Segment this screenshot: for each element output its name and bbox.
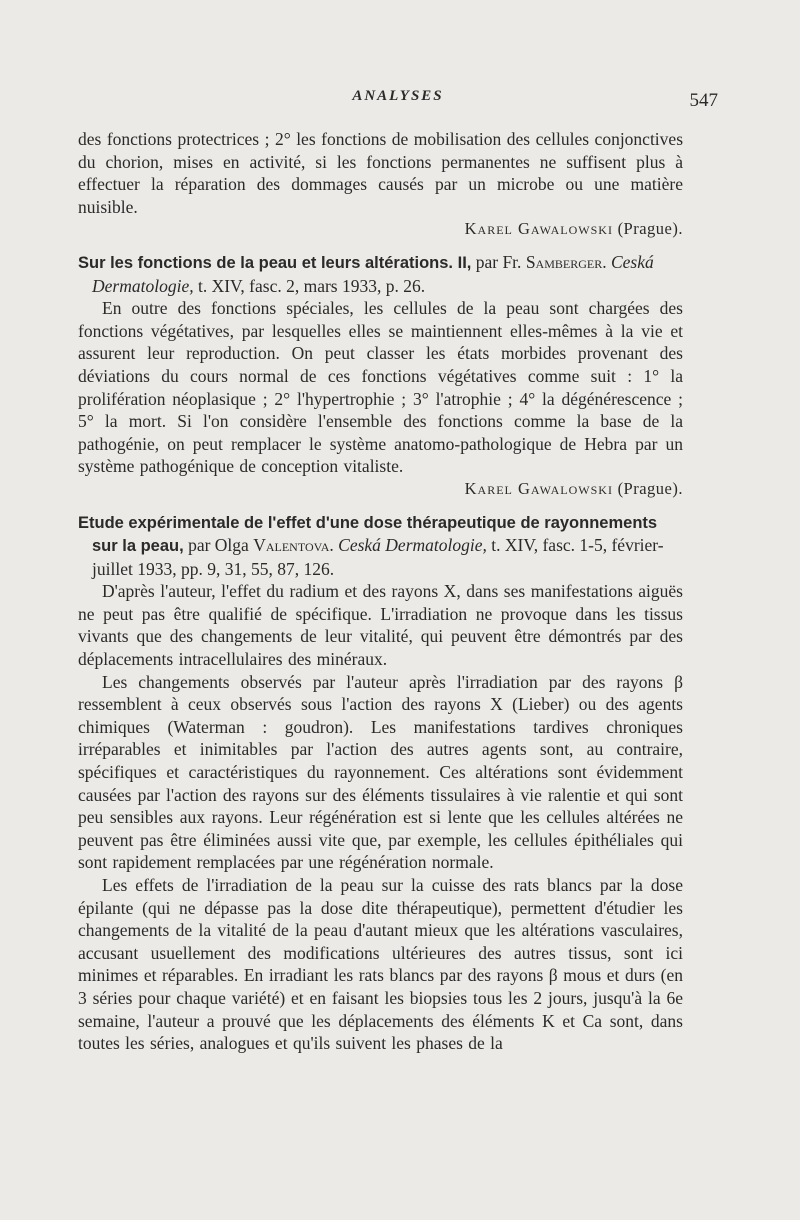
title-by: par Olga <box>188 535 249 556</box>
article-valentova <box>78 511 683 1055</box>
page-header <box>78 86 718 112</box>
article-samberger <box>78 251 683 501</box>
title-journal: Ceská Dermatologie, <box>92 251 654 296</box>
title-text: Sur les fonctions de la peau et leurs altérations. II, <box>78 253 472 272</box>
title-author: Valentova. <box>253 535 334 556</box>
author-name: Karel Gawalowski <box>464 478 613 498</box>
paragraph: D'après l'auteur, l'effet du radium et des rayons X, dans ses manifestations aiguës ne peut pas être qualifié de spécifique. L'irradiation ne provoque dans les tissus vivants que des changements de leur vitalité, qui peuvent être démontrés par des déplacements intracellulaires des minéraux. <box>78 581 683 670</box>
title-by: par Fr. <box>475 251 522 272</box>
paragraph: Les effets de l'irradiation de la peau sur la cuisse des rats blancs par la dose épilante (qui ne dépasse pas la dose dite thérapeutique), permettent d'étudier les changements de la vitalité de la peau d'autant mieux que les altérations vasculaires, accusant usuellement des modifications ultérieures des autres tissus, sont ici minimes et réparables. En irradiant les rats blancs par des rayons β mous et durs (en 3 séries pour chaque variété) et en faisant les biopsies tous les 2 jours, jusqu'à la 6e semaine, l'auteur a prouvé que les déplacements des éléments K et Ca sont, dans toutes les séries, analogues et qu'ils suivent les phases de la <box>78 875 683 1054</box>
title-ref: t. XIV, fasc. 1-5, février-juillet 1933, pp. 9, 31, 55, 87, 126. <box>92 535 664 579</box>
paragraph: En outre des fonctions spéciales, les cellules de la peau sont chargées des fonctions végétatives, par lesquelles elles se maintiennent elles-mêmes à la vie et assurent leur reproduction. On peut classer les états morbides provenant des déviations du cours normal de ces fonctions végétatives comme suit : 1° la prolifération néoplasique ; 2° l'hypertrophie ; 3° l'atrophie ; 4° la dégénérescence ; 5° la mort. Si l'on considère l'ensemble des fonctions comme la base de la pathogénie, on peut remplacer le système anatomo-pathologique de Hebra par un système pathogénique de conception vitaliste. <box>78 298 683 477</box>
article-title <box>78 251 683 297</box>
running-head: ANALYSES <box>352 88 444 104</box>
article-title <box>78 511 683 581</box>
title-ref: t. XIV, fasc. 2, mars 1933, p. 26. <box>197 275 426 296</box>
author-signature <box>78 478 683 501</box>
paragraph: des fonctions protectrices ; 2° les fonctions de mobilisation des cellules conjonctives du chorion, mises en activité, si les fonctions permanentes ne suffisent plus à effectuer la réparation des dommages causés par un microbe ou une matière nuisible. <box>78 129 683 217</box>
author-name: Karel Gawalowski <box>464 219 613 239</box>
author-city: (Prague). <box>617 219 683 239</box>
article-continued <box>78 128 683 241</box>
author-city: (Prague). <box>617 478 683 498</box>
paragraph: Les changements observés par l'auteur après l'irradiation par des rayons β ressemblent à ceux observés sous l'action des rayons X (Lieber) ou des agents chimiques (Waterman : goudron). Les manifestations tardives chroniques irréparables et inimitables par l'action des autres agents sont, au contraire, spécifiques et caractéristiques du rayonnement. Ces altérations sont évidemment causées par l'action des rayons sur des éléments tissulaires à vie ralentie et qui sont peu sensibles aux rayons. Leur régénération est si lente que les cellules altérées ne peuvent pas être éliminées aussi vite que, par exemple, les cellules épithéliales qui sont rapidement remplacées par une régénération normale. <box>78 671 683 873</box>
title-text: Etude expérimentale de l'effet d'une dose thérapeutique de rayonnements sur la peau, <box>78 513 658 556</box>
page-body <box>78 128 683 1055</box>
title-journal: Ceská Dermatologie, <box>338 535 487 556</box>
page-number: 547 <box>689 90 718 111</box>
author-signature <box>78 218 683 241</box>
title-author: Samberger. <box>525 251 607 272</box>
